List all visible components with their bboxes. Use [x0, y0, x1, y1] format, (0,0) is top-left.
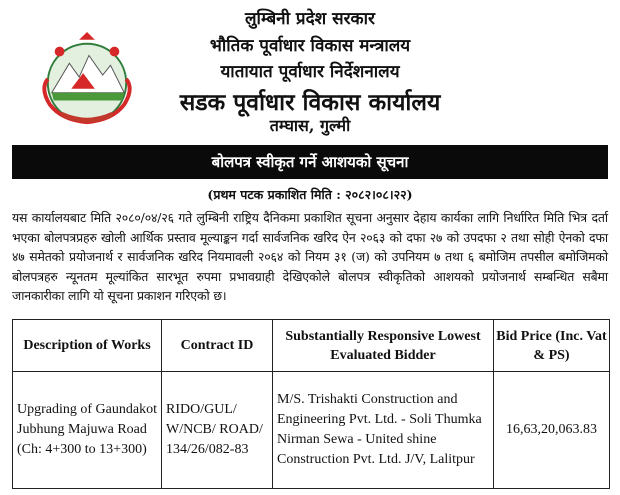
works-description: Upgrading of Gaundakot Jubhung Majuwa Road (Ch: 4+300 to 13+300) — [13, 372, 162, 489]
table-row — [13, 372, 610, 489]
bid-table — [12, 319, 610, 489]
notice-title: बोलपत्र स्वीकृत गर्ने आशयको सूचना — [12, 145, 608, 179]
header-works: Description of Works — [13, 320, 162, 372]
bid-price: 16,63,20,063.83 — [494, 372, 610, 489]
province-government: लुम्बिनी प्रदेश सरकार — [245, 9, 375, 29]
letterhead — [0, 0, 620, 142]
header-contract-id: Contract ID — [162, 320, 273, 372]
header-bidder: Substantially Responsive Lowest Evaluated Bidder — [273, 320, 494, 372]
ministry-name: भौतिक पूर्वाधार विकास मन्त्रालय — [209, 36, 411, 56]
first-published-date: (प्रथम पटक प्रकाशित मिति : २०८२।०८।२२) — [207, 187, 413, 202]
notice-body: यस कार्यालयबाट मिति २०८०/०४/२६ गते लुम्बिनी राष्ट्रिय दैनिकमा प्रकाशित सूचना अनुसार देहाय कार्यका लागि निर्धारित मिति भित्र दर्ता भएका बोलपत्रप्रहरु खोली आर्थिक प्रस्ताव मूल्याङ्कन गर्दा सार्वजनिक खरिद ऐन २०६३ को दफा २७ को उपदफा २ तथा सोही ऐनको दफा ४७ समेतको प्रयोजनार्थ र सार्वजनिक खरिद नियमावली २०६४ को नियम ३१ (ज) को उपनियम ७ तथा ६ बमोजिम तपसील बमोजिमको बोलपत्रहरु न्यूनतम मूल्यांकित सारभूत रुपमा प्रभावग्राही देखिएकोले बोलपत्र स्वीकृतिको आशयको प्रयोजनार्थ सम्बन्धित सबैमा जानकारीका लागि यो सूचना प्रकाशन गरिएको छ। — [12, 210, 608, 304]
directorate-name: यातायात पूर्वाधार निर्देशनालय — [220, 62, 400, 82]
contract-id: RIDO/GUL/ W/NCB/ ROAD/ 134/26/082-83 — [162, 372, 273, 489]
table-header-row — [13, 320, 610, 372]
office-location: तम्घास, गुल्मी — [269, 116, 351, 135]
office-name: सडक पूर्वाधार विकास कार्यालय — [179, 89, 441, 116]
header-bid-price: Bid Price (Inc. Vat & PS) — [494, 320, 610, 372]
bidder-name: M/S. Trishakti Construction and Engineering Pvt. Ltd. - Soli Thumka Nirman Sewa - United shine Construction Pvt. Ltd. J/V, Lalitpur — [273, 372, 494, 489]
